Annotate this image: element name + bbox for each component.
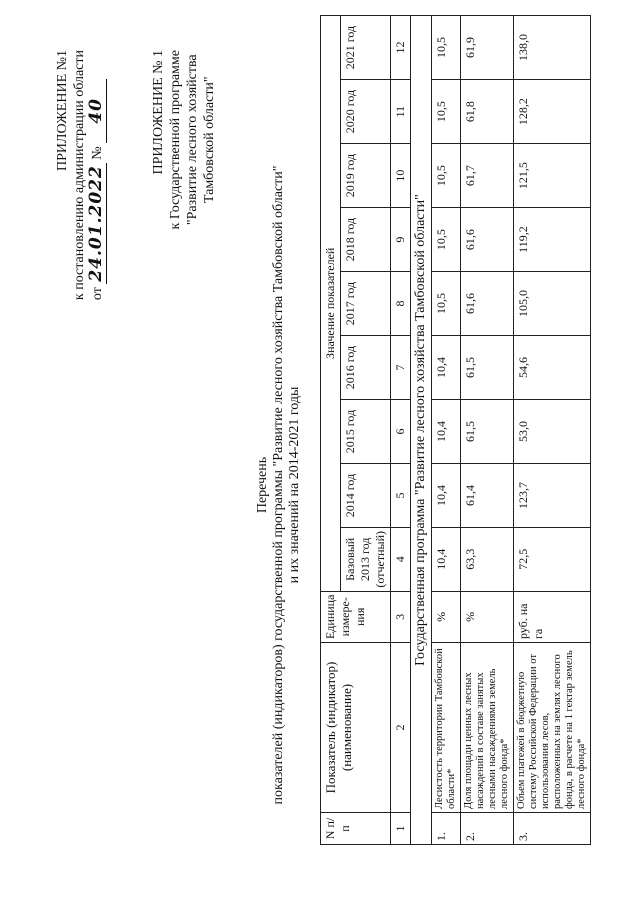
row-value: 128,2	[514, 80, 591, 144]
row-name: Лесистость территории Тамбовской области*	[432, 643, 461, 813]
appendix-program-line1: к Государственной программе	[168, 50, 183, 230]
indicators-table	[320, 15, 591, 845]
row-value: 119,2	[514, 208, 591, 272]
col-number: 12	[391, 16, 411, 80]
col-number: 6	[391, 400, 411, 464]
appendix-decree-line: к постановлению администрации области	[72, 50, 87, 301]
appendix-program-title: ПРИЛОЖЕНИЕ № 1	[151, 50, 166, 175]
header-indicator: Показатель (индикатор) (наименование)	[321, 643, 391, 813]
header-year: 2018 год	[341, 208, 391, 272]
row-value: 61,9	[461, 16, 514, 80]
row-base: 63,3	[461, 527, 514, 591]
table-row	[432, 16, 461, 845]
header-year: 2014 год	[341, 464, 391, 528]
header-base-year: Базовый 2013 год (отчетный)	[341, 527, 391, 591]
date-value: 24.01.2022	[86, 165, 106, 282]
col-number: 4	[391, 527, 411, 591]
header-num: N п/п	[321, 813, 391, 845]
header-year: 2019 год	[341, 144, 391, 208]
row-num: 3.	[514, 813, 591, 845]
appendix-program-line2: "Развитие лесного хозяйства	[185, 54, 200, 226]
row-value: 61,5	[461, 400, 514, 464]
row-unit: %	[432, 591, 461, 642]
number-value: 40	[88, 79, 107, 143]
appendix-decree-block	[54, 50, 107, 300]
row-value: 61,6	[461, 272, 514, 336]
row-value: 53,0	[514, 400, 591, 464]
heading-line3: и их значений на 2014-2021 годы	[287, 386, 302, 584]
row-value: 138,0	[514, 16, 591, 80]
col-number: 10	[391, 144, 411, 208]
row-value: 123,7	[514, 464, 591, 528]
row-value: 10,5	[432, 80, 461, 144]
row-value: 10,5	[432, 208, 461, 272]
document-heading	[255, 125, 303, 845]
header-unit: Единица измере-ния	[321, 591, 391, 642]
col-number: 11	[391, 80, 411, 144]
col-number: 3	[391, 591, 411, 642]
header-year: 2020 год	[341, 80, 391, 144]
heading-line1: Перечень	[255, 456, 270, 514]
section-title: Государственная программа "Развитие лесного хозяйства Тамбовской области"	[411, 16, 432, 845]
row-value: 61,8	[461, 80, 514, 144]
heading-line2: показателей (индикаторов) государственной программы "Развитие лесного хозяйства Тамбовской области"	[271, 165, 286, 805]
row-value: 10,5	[432, 16, 461, 80]
col-number: 9	[391, 208, 411, 272]
header-year: 2021 год	[341, 16, 391, 80]
section-row	[411, 16, 432, 845]
row-num: 2.	[461, 813, 514, 845]
row-value: 105,0	[514, 272, 591, 336]
row-value: 61,6	[461, 208, 514, 272]
number-prefix: №	[90, 146, 105, 160]
row-base: 72,5	[514, 527, 591, 591]
row-value: 10,4	[432, 464, 461, 528]
appendix-program-line3: Тамбовской области"	[202, 76, 217, 204]
col-number: 1	[391, 813, 411, 845]
row-value: 54,6	[514, 336, 591, 400]
column-numbers-row	[391, 16, 411, 845]
col-number: 5	[391, 464, 411, 528]
row-value: 61,4	[461, 464, 514, 528]
date-prefix: от	[90, 287, 105, 301]
header-year: 2015 год	[341, 400, 391, 464]
row-num: 1.	[432, 813, 461, 845]
appendix-decree-title: ПРИЛОЖЕНИЕ №1	[55, 50, 70, 171]
row-name: Объем платежей в бюджетную систему Российской Федерации от использования лесов, расположенных на землях лесного фонда, в расчете на 1 гектар земель лесного фонда*	[514, 643, 591, 813]
appendix-program-block	[150, 50, 218, 229]
col-number: 8	[391, 272, 411, 336]
col-number: 2	[391, 643, 411, 813]
header-year: 2017 год	[341, 272, 391, 336]
table-row	[461, 16, 514, 845]
table-row	[514, 16, 591, 845]
row-value: 61,5	[461, 336, 514, 400]
row-value: 10,5	[432, 144, 461, 208]
row-value: 10,5	[432, 272, 461, 336]
row-value: 10,4	[432, 336, 461, 400]
row-unit: %	[461, 591, 514, 642]
row-value: 61,7	[461, 144, 514, 208]
row-value: 121,5	[514, 144, 591, 208]
header-year: 2016 год	[341, 336, 391, 400]
row-unit: руб. на га	[514, 591, 591, 642]
header-values-group: Значение показателей	[321, 16, 341, 592]
row-base: 10,4	[432, 527, 461, 591]
col-number: 7	[391, 336, 411, 400]
row-name: Доля площади ценных лесных насаждений в составе занятых лесными насаждениями земель лесного фонда*	[461, 643, 514, 813]
row-value: 10,4	[432, 400, 461, 464]
appendix-decree-date-line	[88, 50, 107, 300]
